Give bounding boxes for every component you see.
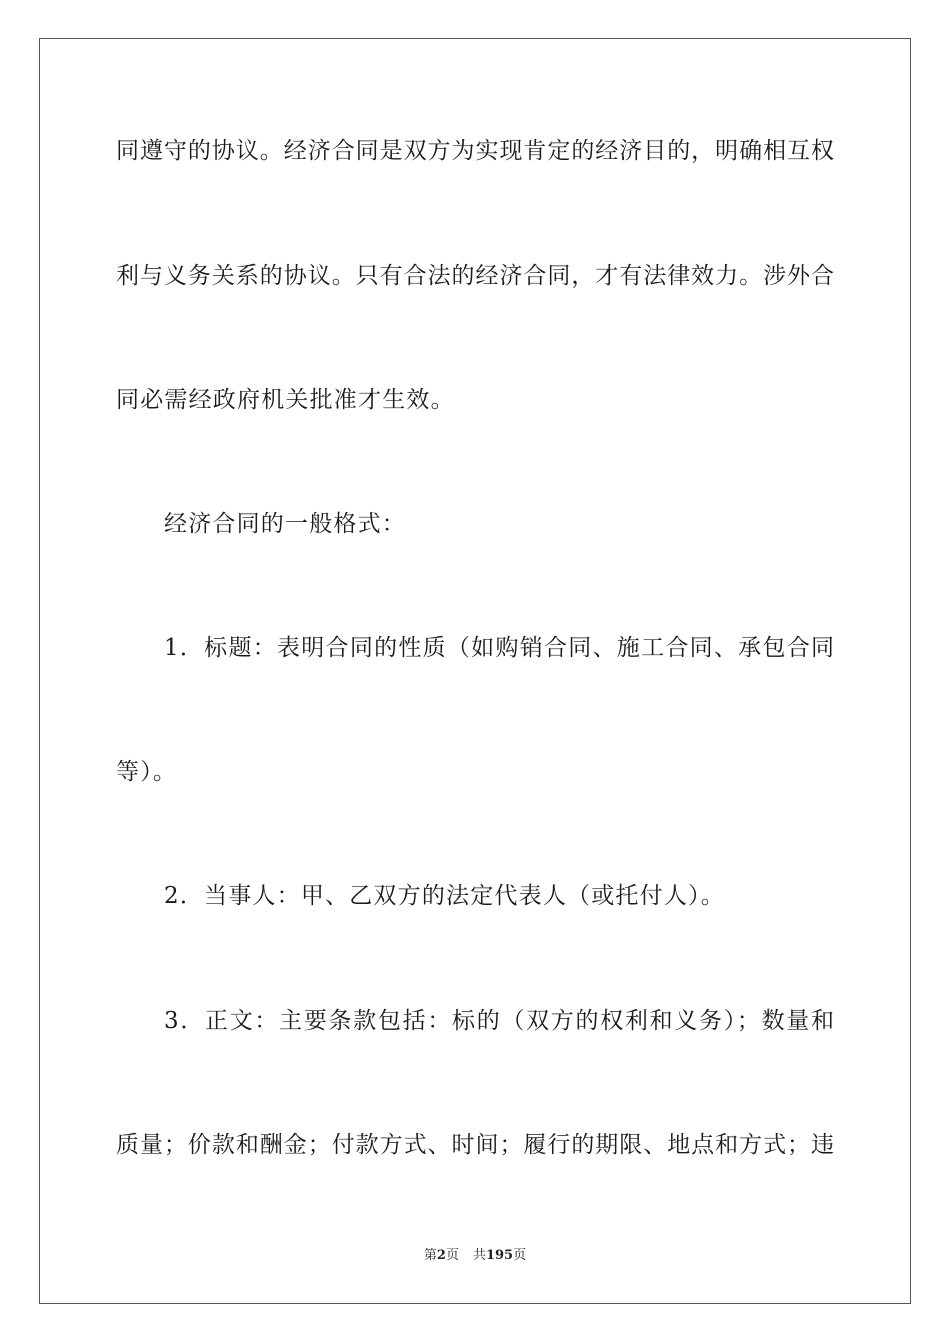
footer-page-prefix: 第 bbox=[423, 1248, 437, 1263]
body-line-2: 利与义务关系的协议。只有合法的经济合同，才有法律效力。涉外合 bbox=[116, 263, 834, 289]
list-item-1-line-1: 1．标题：表明合同的性质（如购销合同、施工合同、承包合同 bbox=[164, 635, 834, 661]
footer-page-number: 2 bbox=[436, 1248, 446, 1263]
body-line-3: 同必需经政府机关批准才生效。 bbox=[116, 387, 455, 413]
footer-page-suffix: 页 bbox=[445, 1248, 459, 1263]
list-item-1-line-2: 等）。 bbox=[116, 759, 178, 785]
page-frame bbox=[39, 38, 911, 1304]
section-heading: 经济合同的一般格式： bbox=[164, 511, 406, 537]
body-line-1: 同遵守的协议。经济合同是双方为实现肯定的经济目的，明确相互权 bbox=[116, 138, 834, 164]
footer-total-pages: 195 bbox=[485, 1248, 514, 1263]
footer-total-suffix: 页 bbox=[513, 1248, 527, 1263]
page-footer bbox=[0, 1247, 950, 1265]
list-item-3-line-2: 质量；价款和酬金；付款方式、时间；履行的期限、地点和方式；违 bbox=[116, 1132, 834, 1158]
list-item-3-line-1: 3．正文：主要条款包括：标的（双方的权利和义务）；数量和 bbox=[164, 1008, 834, 1034]
list-item-2: 2．当事人：甲、乙双方的法定代表人（或托付人）。 bbox=[164, 883, 725, 909]
footer-total-prefix: 共 bbox=[472, 1248, 486, 1263]
